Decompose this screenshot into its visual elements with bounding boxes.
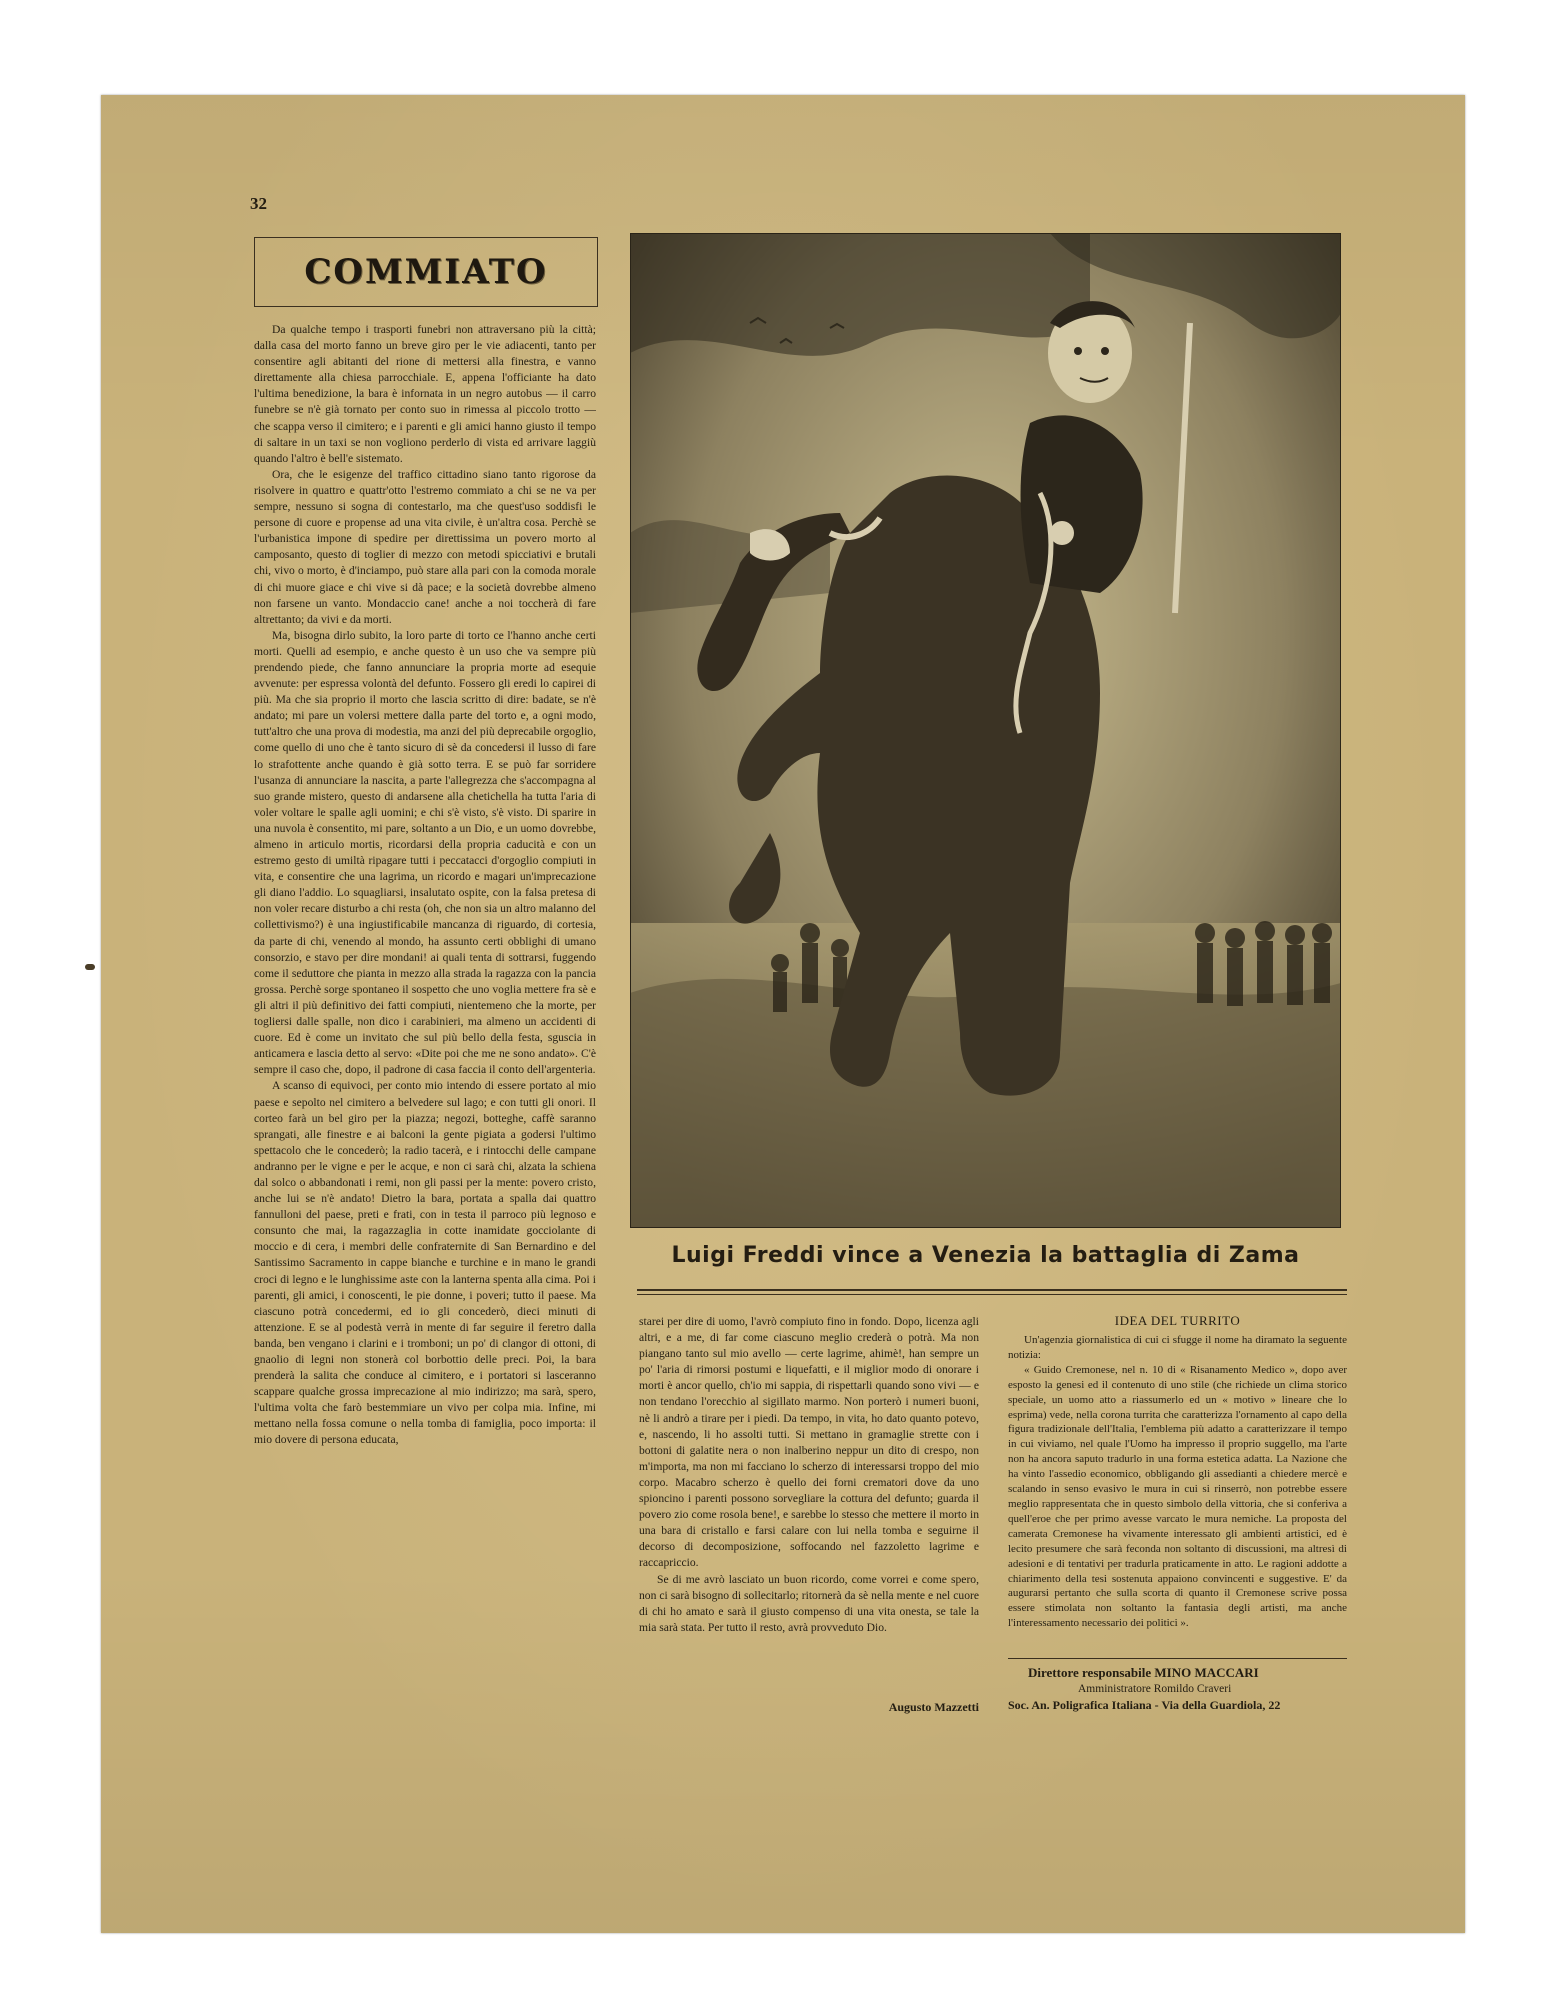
right-column (1008, 1313, 1347, 1631)
article-title: COMMIATO (304, 252, 548, 292)
paragraph: Da qualche tempo i trasporti funebri non attraversano più la città; dalla casa del morto fanno un breve giro per le vie adiacenti, tanto per consentire agli abitanti del rione di mettersi alla finestra, e vanno direttamente alla chiesa parrocchiale. E, appena l'officiante ha dato l'ultima benedizione, la bara è infornata in un negro autobus — il carro funebre se n'è già tornato per conto suo in rimessa al piccolo trotto — che scappa verso il cimitero; e i parenti e gli amici hanno giusto il tempo di saltare in un taxi se non vogliono perderlo di vista ed arrivare laggiù quando l'altro è bell'e sistemato. (254, 323, 596, 465)
paragraph: A scanso di equivoci, per conto mio intendo di essere portato al mio paese e sepolto nel cimitero a belvedere sul lago; e con tutti gli onori. Il corteo farà un bel giro per la piazza; negozi, botteghe, caffè saranno sprangati, alle finestre e ai balconi la gente pigiata a godersi l'ultimo spettacolo che le concederò; la radio tacerà, e i rintocchi delle campane andranno per le vigne e per le acque, e non ci sarà chi, alzata la schiena dal solco o abbandonati i remi, non gli passi per la mente: povero cristo, anche lui se n'è andato! Dietro la bara, portata a spalla dai quattro fannulloni del paese, preti e frati, con in testa il parroco più legnoso e consunto che mai, la ragazzaglia in cotte inamidate gocciolante di moccio e di cera, i membri delle confraternite di San Bernardino e del Santissimo Sacramento in cappe bianche e turchine e in mano le grandi croci di legno e le lunghissime aste con la lanterna spenta alla cima. Poi i parenti, gli amici, i conoscenti, le pie donne, i poveri; tutto il paese. Ma ciascuno potrà concedermi, ed io gli concederò, dieci minuti di attenzione. E se al podestà verrà in mente di far seguire il feretro dalla banda, ben vengano i clarini e i tromboni; un po' di clangor di ottoni, di gnaolio di legni non stonerà col borbottio delle preci. Poi, la bara prenderà la salita che conduce al cimitero, e i portatori si lasceranno scappare qualche grossa imprecazione al mio indirizzo; ma sarà, spero, l'ultima volta che farò bestemmiare un vivo per colpa mia. Infine, mi mettano nella fossa comune o nella tomba di famiglia, poco importa: il mio dovere di persona educata, (254, 1079, 596, 1447)
director-name: MINO MACCARI (1154, 1665, 1259, 1680)
illustration (630, 233, 1341, 1228)
imprint (1008, 1665, 1347, 1713)
page-number: 32 (250, 194, 267, 213)
paper-stain (85, 964, 95, 970)
administrator-line: Amministratore Romildo Craveri (1078, 1683, 1232, 1695)
director-line (1028, 1665, 1347, 1681)
news-body (1008, 1333, 1347, 1631)
paragraph: Ma, bisogna dirlo subito, la loro parte di torto ce l'hanno anche certi morti. Quelli ad esempio, e anche questo è un uso che va sempre più prendendo piede, che fanno annunciare la propria morte ad esequie avvenute: per espressa volontà del defunto. Fossero gli eredi lo capirei di più. Ma che sia proprio il morto che lascia scritto di dire: badate, se n'è andato; mi pare un volersi mettere dalla parte del torto e, a ogni modo, tutt'altro che una prova di modestia, ma anzi del più deprecabile orgoglio, come quello di uno che è tanto sicuro di sè da concedersi il lusso di fare lo strafottente anche quando è già sotto terra. E se può far sorridere l'usanza di annunciare la nascita, a parte l'allegrezza che s'accompagna al suo grande mistero, questo di andarsene alla chetichella ha tutta l'aria di voler voltare le spalle agli uomini; e chi s'è visto, s'è visto. Di sparire in una nuvola è consentito, mi pare, soltanto a un Dio, e un uomo dovrebbe, almeno in articulo mortis, ricordarsi della propria caducità e con un estremo gesto di umiltà ripagare tutti i peccatacci d'orgoglio compiuti in vita, e consentire che una lagrima, un ricordo e magari un'imprecazione gli diano l'addio. Lo squagliarsi, insalutato ospite, con la falsa pretesa di non voler recare disturbo a chi resta (oh, che non sia un altro malanno del collettivismo?) è una ingiustificabile mancanza di riguardo, di cortesia, da parte di chi, venendo al mondo, ha assunto certi obblighi di umano consorzio, e stavo per dire mondani! ai quali tenta di sottrarsi, fuggendo come il seduttore che pianta in mezzo alla strada la ragazza con la pancia grossa. Perchè sorge spontaneo il sospetto che uno voglia mettere fra sè e gli altri il più definitivo dei fatti compiuti, nientemeno che la morte, per togliersi dalle spalle, non dico i carabinieri, ma almeno un accidenti di cuore. Ed è come un invitato che sul più bello della festa, sguscia in anticamera e lascia detto al servo: «Dite poi che me ne sono andato». C'è sempre il caso che, dopo, il padrone di casa faccia il conto dell'argenteria. (254, 628, 596, 1077)
paragraph: starei per dire di uomo, l'avrò compiuto fino in fondo. Dopo, licenza agli altri, e a me, di far come ciascuno meglio crederà o potrà. Ma non piangano tanto sul mio avello — certe lagrime, ahimè!, han sempre un po' l'aria di rimorsi postumi e liquefatti, e il miglior modo di onorare i morti è ancor quello, ch'io mi sappia, di rispettarli quando sono vivi — e non tendano l'orecchio al sigillato marmo. Non porterò i numeri buoni, nè li andrò a tirare per i piedi. Da tempo, in vita, ho dato quanto potevo, e, nascendo, li ho assolti tutti. Si mettano in gramaglie strette con i bottoni di galatite nera o non inalberino neppur un dito di crespo, non m'importa, ma non mi facciano lo scherzo di interessarsi troppo del mio corpo. Macabro scherzo è quello dei forni crematori dove da uno spioncino i parenti possono sorvegliare la cottura del defunto; guarda il povero zio come rosola bene!, e sarebbe lo stesso che mettere il morto in una bara di cristallo e farsi calare con lui nella tomba e seguirne il decorso di decomposizione, soffocando nel fazzoletto lagrime e raccapriccio. (639, 1315, 979, 1570)
paragraph: Un'agenzia giornalistica di cui ci sfugge il nome ha diramato la seguente notizia: (1008, 1334, 1347, 1361)
middle-column (639, 1314, 979, 1704)
news-heading: IDEA DEL TURRITO (1114, 1313, 1241, 1328)
divider-rule (637, 1289, 1347, 1291)
imprint-divider (1008, 1658, 1347, 1659)
printer-line: Soc. An. Poligrafica Italiana - Via della Guardiola, 22 (1008, 1698, 1281, 1712)
paragraph: Ora, che le esigenze del traffico cittadino siano tanto rigorose da risolvere in quattro e quattr'otto l'estremo commiato a chi se ne va per sempre, nessuno si sogna di contestarlo, ma che quest'uso soddisfi le persone di cuore e propense ad una vita civile, è un'altra cosa. Perchè se l'urbanistica impone di spedire per direttissima un povero morto al camposanto, questo di toglier di mezzo con metodi spicciativi e brutali chi, vivo o morto, è d'inciampo, può stare alla pari con la comoda morale di chi muore giace e chi vive si dà pace; e la società dovrebbe almeno non farsene un vanto. Mondaccio cane! anche a noi toccherà di fare altrettanto; da vivi e da morti. (254, 467, 596, 626)
left-column (254, 322, 596, 1727)
paragraph: Se di me avrò lasciato un buon ricordo, come vorrei e come spero, non ci sarà bisogno di sollecitarlo; ritornerà da sè nella mente e nel cuore di chi ho amato e sarà il giusto compenso di una vita onesta, se tale la mia sarà stata. Per tutto il resto, avrà provveduto Dio. (639, 1572, 979, 1634)
author-signature: Augusto Mazzetti (888, 1700, 979, 1714)
paragraph: « Guido Cremonese, nel n. 10 di « Risanamento Medico », dopo aver esposto la genesi ed il contenuto di uno stile (che richiede un clima storico speciale, un uomo atto a riassumerlo ed un « motivo » lineare che lo esprima) vede, nella corona turrita che caratterizza l'ornamento al capo della figura tradizionale dell'Italia, l'emblema più adatto a caratterizzare il tempo in cui viviamo, nel quale l'Uomo ha impresso il proprio suggello, ma l'arte non ha ancora saputo tradurlo in una forma estetica adatta. La Nazione che ha vinto l'assedio economico, obbligando gli assedianti a chiedere mercè e scalando in senso evasivo le mura in cui si rinserrò, non potrebbe essere meglio rappresentata che in questo simbolo della vittoria, che si conferiva a quell'eroe che per primo avesse varcato le mura nemiche. La proposta del camerata Cremonese ha vivamente interessato gli ambienti artistici, ed è lecito presumere che sarà feconda non soltanto di discussioni, ma altresì di adesioni e di tentativi per tradurla praticamente in atto. Le ragioni addotte a chiarimento della tesi sostenuta appaiono convincenti e suggestive. E' da augurarsi pertanto che sulla scorta di quanto il Cremonese scrive possa essere stimolata non soltanto la fantasia degli artisti, ma anche l'interessamento necessario dei politici ». (1008, 1363, 1347, 1630)
illustration-caption: Luigi Freddi vince a Venezia la battaglia di Zama (671, 1243, 1300, 1268)
divider-rule (637, 1294, 1347, 1295)
director-label: Direttore responsabile (1028, 1665, 1152, 1680)
title-box (254, 237, 598, 307)
